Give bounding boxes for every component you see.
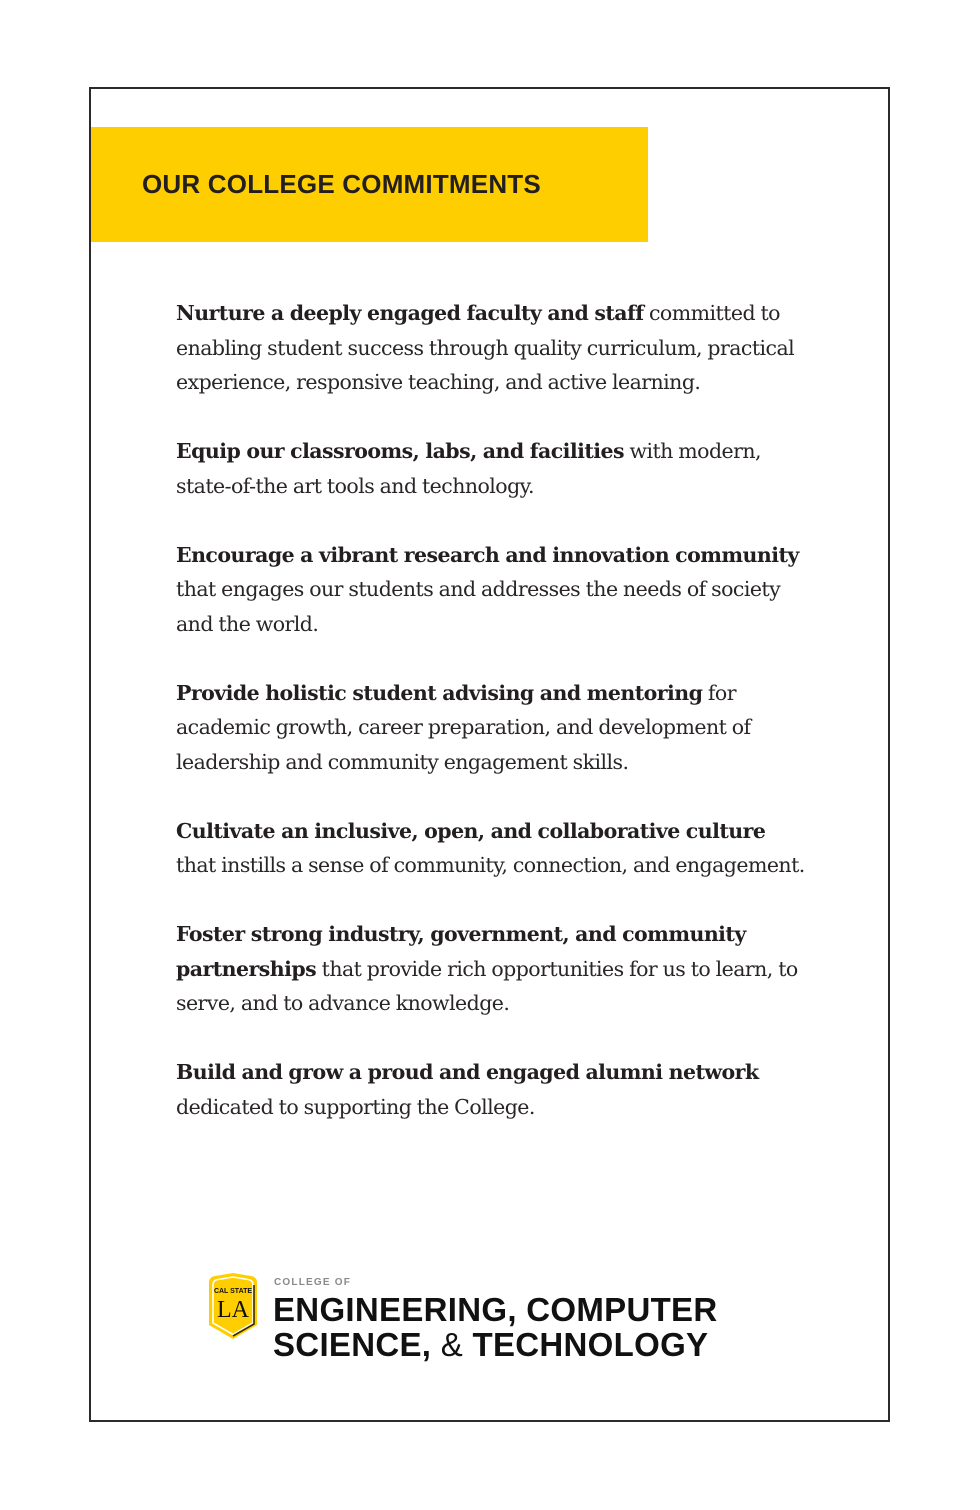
logo-line-2-science: SCIENCE, — [273, 1326, 432, 1363]
commitment-item — [176, 1055, 806, 1124]
logo-college-of: COLLEGE OF — [274, 1277, 351, 1288]
commitment-text: that instills a sense of community, connection, and engagement. — [176, 853, 805, 877]
commitment-text: that provide rich opportunities for us to learn, to serve, and to advance knowledge. — [176, 956, 798, 1015]
cal-state-la-shield-icon — [205, 1273, 261, 1341]
commitment-item — [176, 296, 806, 400]
commitment-item — [176, 434, 806, 503]
logo-ampersand: & — [440, 1326, 464, 1363]
commitment-text: committed to enabling student success through quality curriculum, practical experience, responsive teaching, and active learning. — [176, 301, 795, 394]
shield-top-text: CAL STATE — [213, 1288, 253, 1295]
commitment-text: for academic growth, career preparation, and development of leadership and community engagement skills. — [176, 680, 751, 774]
commitment-item — [176, 917, 806, 1021]
commitment-text: that engages our students and addresses the needs of society and the world. — [176, 577, 781, 636]
commitment-item — [176, 814, 806, 883]
college-logo — [205, 1271, 765, 1371]
logo-line-2 — [273, 1327, 708, 1363]
commitment-lead: Nurture a deeply engaged faculty and staff — [176, 301, 644, 325]
commitments-list — [176, 296, 806, 1159]
commitment-lead: Provide holistic student advising and mentoring — [176, 680, 703, 705]
commitment-lead: Foster strong industry, government, and community partnerships — [176, 922, 746, 981]
shield-main-text: LA — [217, 1297, 249, 1323]
logo-line-2-technology: TECHNOLOGY — [472, 1326, 709, 1363]
commitment-item — [176, 676, 806, 780]
commitment-lead: Encourage a vibrant research and innovation community — [176, 542, 799, 567]
logo-line-1: ENGINEERING, COMPUTER — [273, 1291, 718, 1328]
commitment-lead: Equip our classrooms, labs, and facilities — [176, 439, 624, 463]
commitment-lead: Cultivate an inclusive, open, and collaborative culture — [176, 818, 766, 843]
title-banner — [91, 127, 648, 242]
commitment-lead: Build and grow a proud and engaged alumni network — [176, 1060, 759, 1084]
page-title: OUR COLLEGE COMMITMENTS — [142, 169, 541, 199]
commitment-item — [176, 538, 806, 642]
commitment-text: with modern, state-of-the art tools and technology. — [176, 439, 761, 498]
commitment-text: dedicated to supporting the College. — [176, 1094, 535, 1119]
